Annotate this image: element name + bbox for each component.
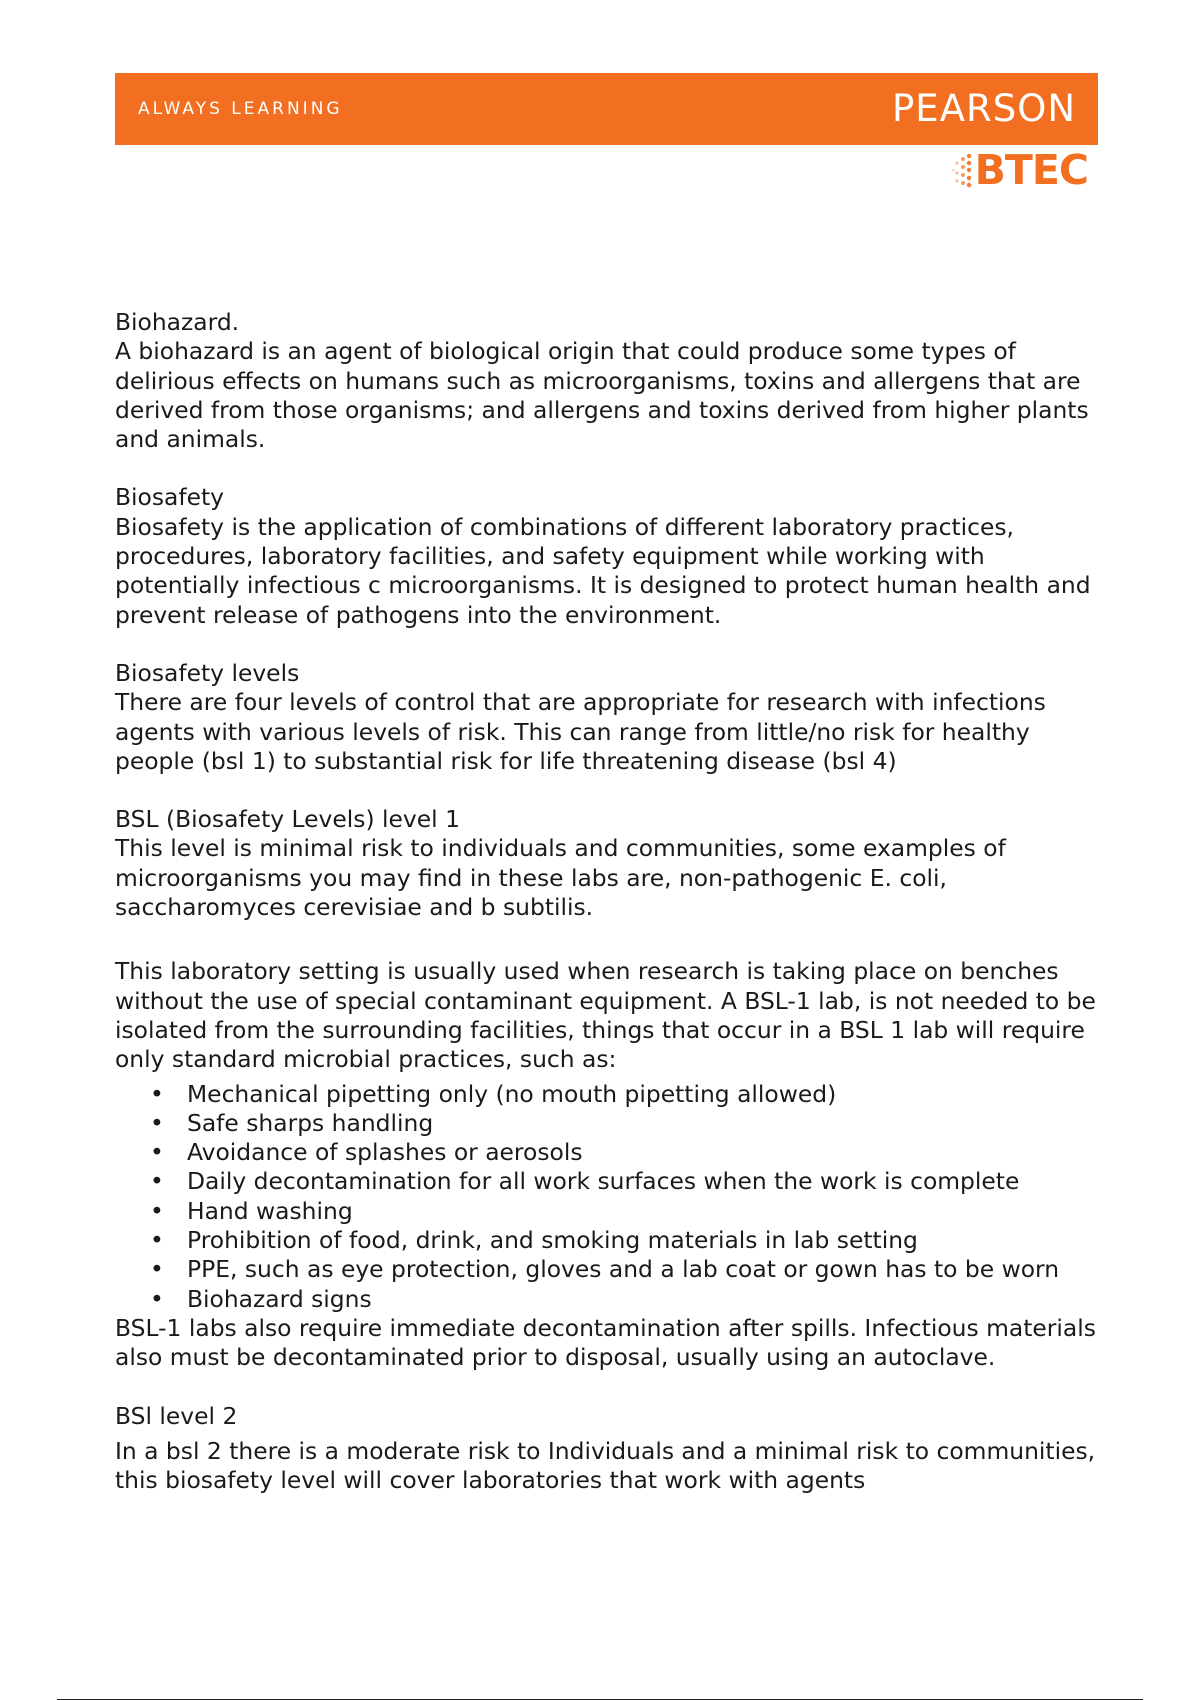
list-item: • Prohibition of food, drink, and smoking materials in lab setting: [115, 1226, 1100, 1255]
section-biohazard: [115, 308, 1100, 454]
section-heading: Biohazard.: [115, 308, 240, 336]
section-bsl2: [115, 1402, 1100, 1496]
list-item: • Hand washing: [115, 1197, 1100, 1226]
section-heading: BSL (Biosafety Levels) level 1: [115, 805, 460, 834]
section-heading: Biosafety levels: [115, 658, 300, 687]
section-heading: Biosafety: [115, 483, 225, 512]
section-paragraph: There are four levels of control that are appropriate for research with infections agents with various levels of risk. This can range from little/no risk for healthy people (bsl 1) to substantial risk for life threatening disease (bsl 4): [115, 688, 1046, 775]
section-biosafety-levels: [115, 659, 1100, 776]
section-paragraph: A biohazard is an agent of biological origin that could produce some types of delirious effects on humans such as microorganisms, toxins and allergens that are derived from those organisms; and allergens and toxins derived from higher plants and animals.: [115, 337, 1089, 454]
section-bsl1: [115, 805, 1100, 922]
section-bsl1-setting: [115, 957, 1100, 1372]
brand-logo: PEARSON: [892, 87, 1076, 130]
sub-brand-text: BTEC: [974, 146, 1088, 194]
sub-brand-logo: [951, 148, 1088, 192]
document-body: [115, 308, 1100, 1524]
list-item: • Safe sharps handling: [115, 1109, 1100, 1138]
section-paragraph: Biosafety is the application of combinations of different laboratory practices, procedures, laboratory facilities, and safety equipment while working with potentially infectious c microorganisms. It is designed to protect human health and prevent release of pathogens into the environment.: [115, 512, 1091, 629]
section-paragraph: BSL-1 labs also require immediate decontamination after spills. Infectious materials also must be decontaminated prior to disposal, usually using an autoclave.: [115, 1313, 1096, 1372]
list-item: • Biohazard signs: [115, 1285, 1100, 1314]
list-item: • PPE, such as eye protection, gloves and a lab coat or gown has to be worn: [115, 1255, 1100, 1284]
section-paragraph: This laboratory setting is usually used when research is taking place on benches without the use of special contaminant equipment. A BSL-1 lab, is not needed to be isolated from the surrounding facilities, things that occur in a BSL 1 lab will require only standard microbial practices, such as:: [115, 957, 1096, 1074]
section-heading: BSl level 2: [115, 1401, 238, 1430]
tagline: ALWAYS LEARNING: [138, 99, 343, 119]
section-paragraph: This level is minimal risk to individuals and communities, some examples of microorganisms you may find in these labs are, non-pathogenic E. coli, saccharomyces cerevisiae and b subtilis.: [115, 834, 1006, 922]
practices-list: [115, 1080, 1100, 1314]
list-item: • Daily decontamination for all work surfaces when the work is complete: [115, 1167, 1100, 1196]
list-item: • Avoidance of splashes or aerosols: [115, 1138, 1100, 1167]
header-banner: [115, 73, 1098, 145]
section-biosafety: [115, 483, 1100, 629]
dot-pattern-icon: [951, 152, 973, 188]
list-item: • Mechanical pipetting only (no mouth pipetting allowed): [115, 1080, 1100, 1109]
section-paragraph: In a bsl 2 there is a moderate risk to Individuals and a minimal risk to communities, this biosafety level will cover laboratories that work with agents: [115, 1436, 1096, 1495]
